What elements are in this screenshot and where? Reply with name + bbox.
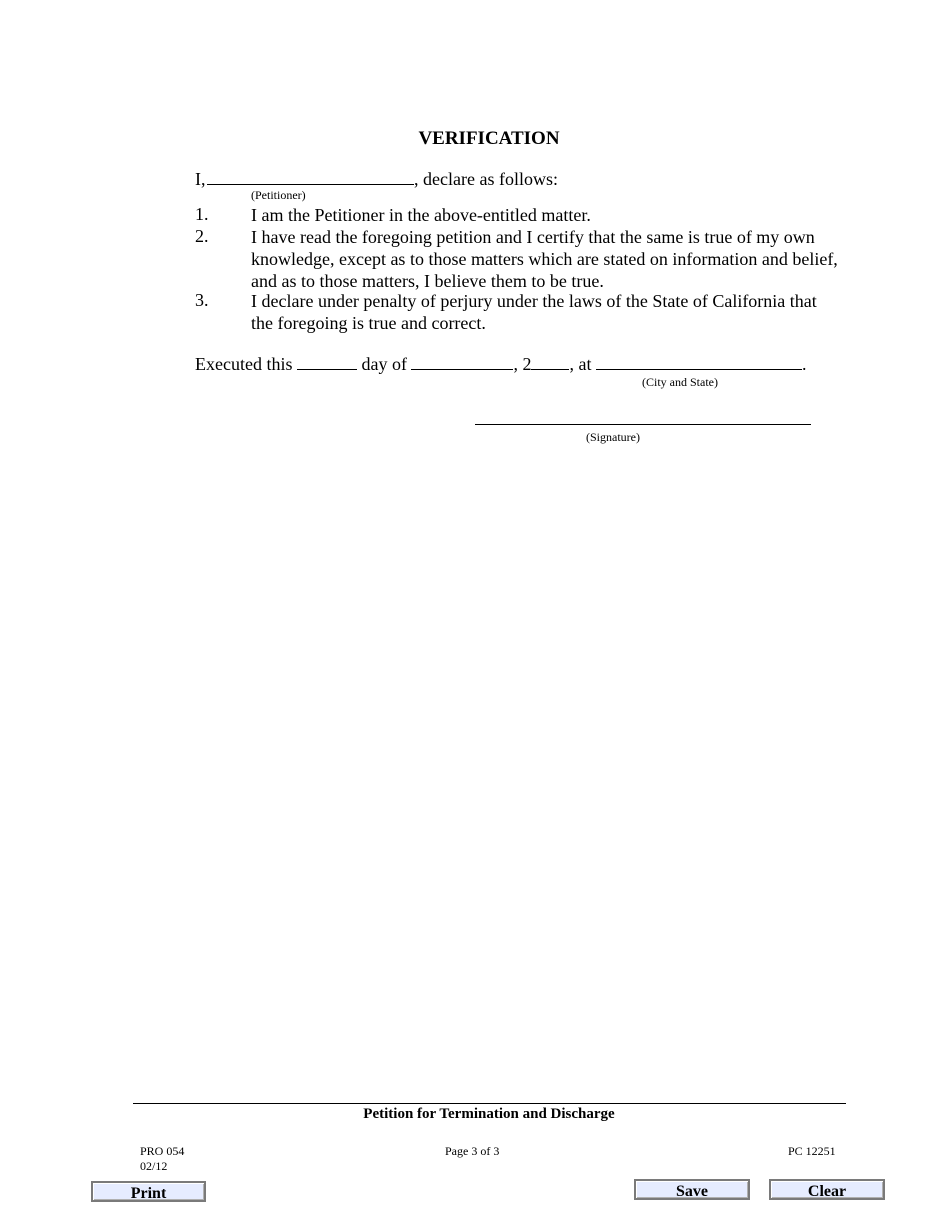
city-state-field[interactable]: [596, 353, 802, 370]
signature-caption: (Signature): [586, 430, 640, 444]
day-of-label: day of: [361, 354, 407, 374]
item-number-1: 1.: [195, 204, 209, 224]
print-button[interactable]: Print: [91, 1181, 206, 1202]
page-title: VERIFICATION: [418, 128, 560, 149]
item-text-2: I have read the foregoing petition and I certify that the same is true of my own knowledge, except as to those matters which are stated on information and belief, and as to those matters, I believe them to be true.: [251, 227, 838, 291]
item-number-2: 2.: [195, 226, 209, 246]
form-code: PRO 054: [140, 1144, 185, 1158]
city-state-caption: (City and State): [642, 375, 718, 389]
footer-divider: [133, 1103, 846, 1104]
executed-line: [195, 353, 806, 375]
year-field[interactable]: [531, 353, 569, 370]
save-button[interactable]: Save: [634, 1179, 750, 1200]
signature-field[interactable]: [475, 424, 811, 425]
item-number-3: 3.: [195, 290, 209, 310]
petitioner-caption: (Petitioner): [251, 188, 306, 202]
executed-period: .: [801, 354, 807, 374]
declaration-line: [195, 168, 558, 190]
executed-label: Executed this: [195, 354, 293, 374]
form-date: 02/12: [140, 1159, 168, 1173]
code-reference: PC 12251: [788, 1144, 836, 1158]
item-text-3: I declare under penalty of perjury under the laws of the State of California that the foregoing is true and correct.: [251, 291, 817, 333]
item-text-1: I am the Petitioner in the above-entitled matter.: [251, 205, 591, 225]
month-field[interactable]: [411, 353, 513, 370]
footer-title: Petition for Termination and Discharge: [363, 1106, 615, 1122]
declaration-prefix: I,: [195, 169, 206, 189]
petitioner-name-field[interactable]: [207, 168, 414, 185]
declaration-suffix: , declare as follows:: [414, 169, 558, 189]
at-label: , at: [569, 354, 592, 374]
clear-button[interactable]: Clear: [769, 1179, 885, 1200]
year-prefix-label: , 2: [513, 354, 532, 374]
page-number: Page 3 of 3: [445, 1144, 500, 1158]
day-field[interactable]: [297, 353, 357, 370]
